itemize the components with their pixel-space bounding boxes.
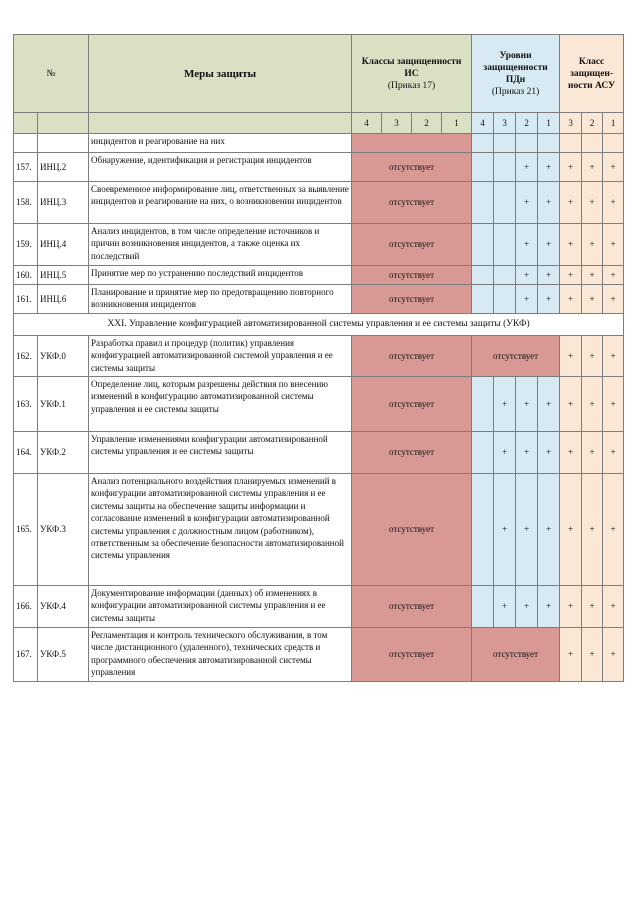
asu-level-cell: +	[560, 266, 582, 285]
asu-level-cell: +	[582, 586, 603, 628]
measure-description: Обнаружение, идентификация и регистрация инцидентов	[89, 153, 352, 182]
measure-description: Анализ потенциального воздействия планируемых изменений в конфигурации автоматизированной системы управления и ее системы защиты на обеспечение защиты информации и согласование изменений в конфигурации автоматизированной системы управления с должностным лицом (работником), ответственным за обеспечение безопасности автоматизированной системы управления	[89, 474, 352, 586]
pdn-level-cell: +	[516, 266, 538, 285]
measure-description: Планирование и принятие мер по предотвращению повторного возникновения инцидентов	[89, 285, 352, 314]
pdn-level-cell	[516, 134, 538, 153]
measure-description: Анализ инцидентов, в том числе определение источников и причин возникновения инцидентов, а также оценка их последствий	[89, 224, 352, 266]
asu-level-cell: +	[603, 182, 624, 224]
asu-level-3: 3	[560, 113, 582, 134]
pdn-level-cell	[472, 266, 494, 285]
is-classes-cell: отсутствует	[352, 153, 472, 182]
pdn-level-cell	[472, 224, 494, 266]
pdn-level-2: 2	[516, 113, 538, 134]
asu-level-2: 2	[582, 113, 603, 134]
is-classes-cell: отсутствует	[352, 182, 472, 224]
measure-number: 164.	[14, 432, 38, 474]
measure-code: УКФ.1	[38, 377, 89, 432]
is-level-4: 4	[352, 113, 382, 134]
asu-level-cell: +	[603, 336, 624, 377]
table-row	[14, 134, 624, 153]
is-classes-cell: отсутствует	[352, 224, 472, 266]
pdn-level-cell: +	[494, 432, 516, 474]
pdn-level-cell	[472, 586, 494, 628]
pdn-level-cell	[472, 432, 494, 474]
measure-code: УКФ.0	[38, 336, 89, 377]
table-row	[14, 182, 624, 224]
is-level-2: 2	[412, 113, 442, 134]
pdn-level-cell: +	[538, 266, 560, 285]
pdn-level-4: 4	[472, 113, 494, 134]
measure-number: 163.	[14, 377, 38, 432]
pdn-level-cell: +	[516, 182, 538, 224]
is-classes-cell: отсутствует	[352, 336, 472, 377]
measure-code: ИНЦ.5	[38, 266, 89, 285]
asu-level-cell: +	[582, 285, 603, 314]
asu-class-header: Класс защищен-ности АСУ	[560, 35, 624, 113]
table-row	[14, 377, 624, 432]
section-title: XXI. Управление конфигурацией автоматизированной системы управления и ее системы защиты (УКФ)	[14, 314, 624, 336]
table-row	[14, 266, 624, 285]
measure-description: инцидентов и реагирование на них	[89, 134, 352, 153]
pdn-level-cell: +	[494, 474, 516, 586]
table-row	[14, 432, 624, 474]
pdn-level-cell	[472, 377, 494, 432]
pdn-level-cell: +	[538, 586, 560, 628]
asu-level-cell: +	[603, 285, 624, 314]
asu-level-cell: +	[560, 224, 582, 266]
pdn-level-1: 1	[538, 113, 560, 134]
measure-code: ИНЦ.2	[38, 153, 89, 182]
measure-code: ИНЦ.3	[38, 182, 89, 224]
pdn-level-cell	[494, 182, 516, 224]
asu-level-cell: +	[603, 474, 624, 586]
pdn-level-cell	[494, 134, 516, 153]
pdn-level-cell: +	[516, 432, 538, 474]
asu-level-cell: +	[582, 336, 603, 377]
measure-description: Документирование информации (данных) об изменениях в конфигурации автоматизированной системы управления и ее системы защиты	[89, 586, 352, 628]
asu-level-cell: +	[603, 586, 624, 628]
asu-level-cell: +	[560, 474, 582, 586]
level-row-spacer	[14, 113, 38, 134]
is-classes-cell	[352, 134, 472, 153]
pdn-level-cell	[494, 153, 516, 182]
asu-level-cell: +	[582, 474, 603, 586]
asu-level-cell	[582, 134, 603, 153]
measure-number: 157.	[14, 153, 38, 182]
measure-code	[38, 134, 89, 153]
measure-description: Регламентация и контроль технического обслуживания, в том числе дистанционного (удаленного), технических средств и программного обеспечения автоматизированной системы управления	[89, 628, 352, 682]
table-body	[14, 134, 624, 682]
asu-level-cell: +	[603, 432, 624, 474]
pdn-level-cell: +	[538, 153, 560, 182]
asu-level-cell: +	[582, 266, 603, 285]
measure-description: Принятие мер по устранению последствий инцидентов	[89, 266, 352, 285]
pdn-levels-cell: отсутствует	[472, 628, 560, 682]
measure-code: ИНЦ.6	[38, 285, 89, 314]
measure-number: 161.	[14, 285, 38, 314]
measure-number: 162.	[14, 336, 38, 377]
table-row	[14, 474, 624, 586]
pdn-level-cell	[538, 134, 560, 153]
pdn-level-cell: +	[516, 224, 538, 266]
asu-level-cell: +	[582, 432, 603, 474]
asu-level-cell: +	[603, 628, 624, 682]
pdn-level-cell	[494, 285, 516, 314]
protection-measures-table	[13, 34, 624, 682]
is-classes-header	[352, 35, 472, 113]
is-classes-cell: отсутствует	[352, 266, 472, 285]
measure-code: УКФ.5	[38, 628, 89, 682]
measure-number: 166.	[14, 586, 38, 628]
asu-level-cell: +	[582, 628, 603, 682]
asu-level-cell: +	[582, 182, 603, 224]
measure-number: 167.	[14, 628, 38, 682]
pdn-level-cell	[494, 224, 516, 266]
asu-level-cell: +	[560, 153, 582, 182]
pdn-levels-cell: отсутствует	[472, 336, 560, 377]
pdn-level-cell	[472, 134, 494, 153]
measure-description: Своевременное информирование лиц, ответственных за выявление инцидентов и реагирование на них, о возникновении инцидентов	[89, 182, 352, 224]
pdn-levels-title: Уровни защищенности ПДн	[483, 50, 548, 85]
pdn-level-cell: +	[516, 285, 538, 314]
asu-level-cell	[603, 134, 624, 153]
is-classes-cell: отсутствует	[352, 285, 472, 314]
table-row	[14, 285, 624, 314]
asu-level-cell: +	[560, 336, 582, 377]
is-classes-cell: отсутствует	[352, 586, 472, 628]
number-column-header: №	[14, 35, 89, 113]
measure-code: УКФ.3	[38, 474, 89, 586]
measure-code: УКФ.2	[38, 432, 89, 474]
asu-level-cell: +	[603, 266, 624, 285]
pdn-level-cell	[472, 182, 494, 224]
measure-description: Определение лиц, которым разрешены действия по внесению изменений в конфигурацию автоматизированной системы управления и ее системы защиты	[89, 377, 352, 432]
pdn-level-cell: +	[538, 224, 560, 266]
is-classes-cell: отсутствует	[352, 432, 472, 474]
asu-level-cell	[560, 134, 582, 153]
measure-code: ИНЦ.4	[38, 224, 89, 266]
measure-number: 160.	[14, 266, 38, 285]
pdn-level-cell	[494, 266, 516, 285]
measure-number: 159.	[14, 224, 38, 266]
pdn-level-cell: +	[494, 377, 516, 432]
measure-description: Управление изменениями конфигурации автоматизированной системы управления и ее системы защиты	[89, 432, 352, 474]
measure-number: 165.	[14, 474, 38, 586]
is-classes-order: (Приказ 17)	[387, 80, 436, 91]
pdn-level-cell: +	[494, 586, 516, 628]
level-row-spacer	[38, 113, 89, 134]
asu-level-cell: +	[582, 153, 603, 182]
pdn-level-cell	[472, 474, 494, 586]
table-row	[14, 153, 624, 182]
pdn-level-cell: +	[538, 474, 560, 586]
measure-number	[14, 134, 38, 153]
table-row	[14, 628, 624, 682]
pdn-level-cell: +	[538, 432, 560, 474]
pdn-level-cell	[472, 285, 494, 314]
measures-column-header: Меры защиты	[89, 35, 352, 113]
is-classes-cell: отсутствует	[352, 377, 472, 432]
asu-level-cell: +	[560, 628, 582, 682]
measure-code: УКФ.4	[38, 586, 89, 628]
is-level-1: 1	[442, 113, 472, 134]
pdn-level-cell: +	[538, 377, 560, 432]
pdn-levels-header	[472, 35, 560, 113]
asu-level-1: 1	[603, 113, 624, 134]
pdn-levels-order: (Приказ 21)	[491, 86, 540, 97]
is-classes-title: Классы защищенности ИС	[361, 56, 462, 79]
measure-description: Разработка правил и процедур (политик) управления конфигурацией автоматизированной системой управления и ее системы защиты	[89, 336, 352, 377]
section-row	[14, 314, 624, 336]
pdn-level-cell: +	[516, 586, 538, 628]
asu-level-cell: +	[560, 182, 582, 224]
table-row	[14, 336, 624, 377]
pdn-level-cell	[472, 153, 494, 182]
asu-level-cell: +	[582, 224, 603, 266]
pdn-level-3: 3	[494, 113, 516, 134]
pdn-level-cell: +	[516, 377, 538, 432]
pdn-level-cell: +	[538, 285, 560, 314]
asu-level-cell: +	[560, 285, 582, 314]
pdn-level-cell: +	[516, 474, 538, 586]
table-row	[14, 586, 624, 628]
level-row-spacer	[89, 113, 352, 134]
asu-level-cell: +	[560, 586, 582, 628]
pdn-level-cell: +	[516, 153, 538, 182]
measure-number: 158.	[14, 182, 38, 224]
asu-level-cell: +	[603, 224, 624, 266]
is-classes-cell: отсутствует	[352, 474, 472, 586]
pdn-level-cell: +	[538, 182, 560, 224]
asu-level-cell: +	[560, 432, 582, 474]
is-classes-cell: отсутствует	[352, 628, 472, 682]
asu-level-cell: +	[603, 153, 624, 182]
asu-level-cell: +	[582, 377, 603, 432]
is-level-3: 3	[382, 113, 412, 134]
asu-level-cell: +	[560, 377, 582, 432]
table-row	[14, 224, 624, 266]
asu-level-cell: +	[603, 377, 624, 432]
